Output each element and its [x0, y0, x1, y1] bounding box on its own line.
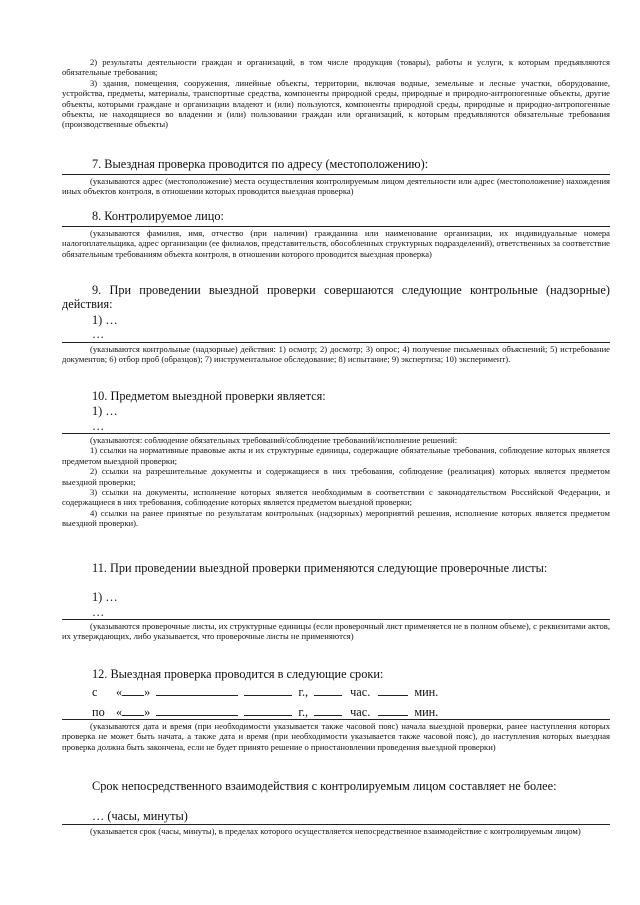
to-label: по [92, 705, 105, 719]
term-fill-line[interactable] [62, 824, 610, 825]
paragraph-item-2: 2) результаты деятельности граждан и организаций, в том числе продукция (товары), работы и услуги, к которым предъявляются обязательные требования; [62, 57, 610, 78]
from-day-field[interactable] [122, 684, 144, 696]
section-10-fill-line[interactable] [62, 433, 610, 434]
term-note: (указывается срок (часы, минуты), в пределах которого осуществляется непосредственное взаимодействие с контролируемым лицом) [90, 826, 581, 836]
paragraph-item-3: 3) здания, помещения, сооружения, линейные объекты, территории, включая водные, земельные и лесные участки, оборудование, устройства, предметы, материалы, транспортные средства, компоненты природной среды, природные и природно-антропогенные объекты, другие объекты, которыми граждане и организации владеют и (или) пользуются, компоненты природной среды, природные и природно-антропогенные объекты, не находящиеся во владении и (или) пользовании граждан или организаций, к которым предъявляются обязательные требования (производственные объекты) [62, 77, 610, 130]
section-9-ellipsis: … [92, 327, 105, 341]
section-11-ellipsis: … [92, 605, 105, 619]
from-minutes-label: мин. [414, 685, 439, 699]
section-9-item-1: 1) … [92, 313, 118, 327]
object-list-continuation [62, 57, 610, 130]
from-hours-label: час. [350, 685, 371, 699]
to-minutes-label: мин. [414, 705, 439, 719]
section-11-fill-line[interactable] [62, 619, 610, 620]
section-7-fill-line[interactable] [62, 174, 610, 175]
section-11-item-1: 1) … [92, 590, 118, 604]
quote-close: » [144, 685, 151, 699]
section-10-item-1: 1) … [92, 404, 118, 418]
to-month-field[interactable] [156, 704, 238, 716]
from-label: с [92, 685, 98, 699]
section-10-heading: 10. Предметом выездной проверки является: [92, 389, 326, 403]
from-minutes-field[interactable] [378, 684, 408, 696]
section-7-heading: 7. Выездная проверка проводится по адресу (местоположению): [92, 157, 429, 171]
to-minutes-field[interactable] [378, 704, 408, 716]
section-8-fill-line[interactable] [62, 226, 610, 227]
to-hours-label: час. [350, 705, 371, 719]
to-year-label: г., [298, 705, 309, 719]
term-heading: Срок непосредственного взаимодействия с контролируемым лицом составляет не более: [92, 779, 557, 793]
quote-close: » [144, 705, 151, 719]
to-year-field[interactable] [244, 704, 292, 716]
term-value: … (часы, минуты) [92, 809, 188, 823]
section-8-heading: 8. Контролируемое лицо: [92, 209, 224, 223]
from-month-field[interactable] [156, 684, 238, 696]
section-10-ellipsis: … [92, 419, 105, 433]
section-12-fill-line [62, 719, 610, 720]
section-9-note: (указываются контрольные (надзорные) действия: 1) осмотр; 2) досмотр; 3) опрос; 4) получение письменных объяснений; 5) истребование документов; 6) отбор проб (образцов); 7) инструментальное обследование; 8) испытание; 9) экспертиза; 10) эксперимент). [62, 344, 610, 365]
section-11-heading: 11. При проведении выездной проверки применяются следующие проверочные листы: [92, 561, 548, 575]
from-year-field[interactable] [244, 684, 292, 696]
to-day-field[interactable] [122, 704, 144, 716]
section-9-fill-line[interactable] [62, 342, 610, 343]
quote-open: « [116, 705, 123, 719]
date-to-row [92, 704, 438, 719]
section-12-heading: 12. Выездная проверка проводится в следующие сроки: [92, 667, 384, 681]
section-12-note: (указываются дата и время (при необходимости указывается также часовой пояс) начала выездной проверки, ранее наступления которых проверка не может быть начата, а также дата и время (при необходимости указывается также часовой пояс), до наступления которых выездная проверка должна быть закончена, если не будет принято решение о приостановлении проведения выездной проверки) [62, 721, 610, 752]
section-7-note: (указываются адрес (местоположение) места осуществления контролируемым лицом деятельности или адрес (местоположение) нахождения иных объектов контроля, в отношении которых проводится выездная проверка) [62, 176, 610, 197]
section-10-note: (указываются: соблюдение обязательных требований/соблюдение требований/исполнение решений: 1) ссылки на нормативные правовые акты и их структурные единицы, содержащие обязательные требования, соблюдение которых является предметом выездной проверки; 2) ссылки на разрешительные документы и содержащиеся в них требования, соблюдение (реализация) которых является предметом выездной проверки; 3) ссылки на документы, исполнение которых является необходимым в соответствии с законодательством Российской Федерации, и содержащиеся в них требования, соблюдение которых является предметом выездной проверки; 4) ссылки на ранее принятые по результатам контрольных (надзорных) мероприятий решения, исполнение которых является предметом выездной проверки). [62, 435, 610, 529]
date-from-row [92, 684, 438, 699]
quote-open: « [116, 685, 123, 699]
from-hours-field[interactable] [314, 684, 342, 696]
to-hours-field[interactable] [314, 704, 342, 716]
section-8-note: (указываются фамилия, имя, отчество (при наличии) гражданина или наименование организации, их индивидуальные номера налогоплательщика, адрес организации (ее филиалов, представительств, обособленных структурных подразделений), ответственных за соответствие обязательным требованиям объекта контроля, в отношении которого проводится выездная проверка) [62, 228, 610, 259]
from-year-label: г., [298, 685, 309, 699]
section-9-heading: 9. При проведении выездной проверки совершаются следующие контрольные (надзорные) действия: [62, 283, 610, 311]
section-11-note: (указываются проверочные листы, их структурные единицы (если проверочный лист применяется не в полном объеме), с реквизитами актов, их утверждающих, либо указывается, что проверочные листы не применяются) [62, 621, 610, 642]
